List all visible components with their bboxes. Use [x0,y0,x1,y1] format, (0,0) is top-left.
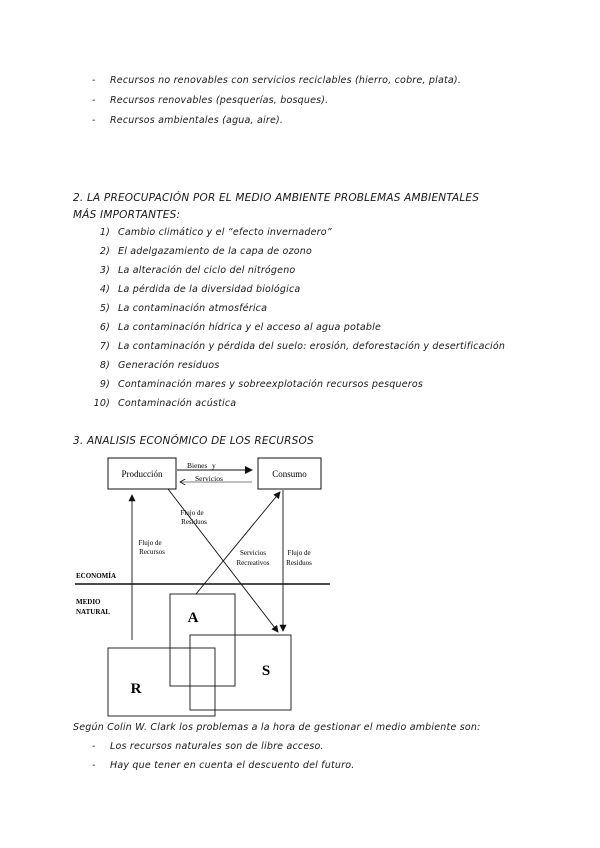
economia-label: ECONOMÍA [76,572,117,580]
item-text: La pérdida de la diversidad biológica [118,284,301,295]
item-text: La alteración del ciclo del nitrógeno [118,265,296,276]
bullet-marker: - [92,75,96,86]
box-r-label: R [130,681,142,697]
bullet-text: Recursos ambientales (agua, aire). [110,115,284,126]
item-number: 7) [99,341,110,352]
bullet-text: Recursos renovables (pesquerías, bosques). [110,95,329,106]
box-a-label: A [187,610,199,626]
bienes-label: Bienes [187,461,208,470]
servicios-label: Servicios [195,474,223,483]
item-text: Cambio climático y el “efecto invernadero” [118,227,332,238]
medio-label: MEDIO [76,598,101,606]
item-number: 2) [99,246,110,257]
item-text: Contaminación acústica [118,398,237,409]
section-2-title: 2. LA PREOCUPACIÓN POR EL MEDIO AMBIENTE PROBLEMAS AMBIENTALES MÁS IMPORTANTES: [73,192,480,221]
bullet-marker: - [92,95,96,106]
servicios-recreativos-arrow [196,492,280,594]
bullet-text: Recursos no renovables con servicios reciclables (hierro, cobre, plata). [110,75,462,86]
flujo-recursos-a: Flujo de [138,539,162,547]
bullet-marker: - [92,115,96,126]
flujo-residuos-2b: Residuos [286,559,312,567]
box-r [108,648,215,716]
section-3-title: 3. ANALISIS ECONÓMICO DE LOS RECURSOS [73,435,314,447]
item-number: 10) [93,398,110,409]
item-text: El adelgazamiento de la capa de ozono [118,246,313,257]
produccion-label: Producción [121,469,163,479]
bienes-y-label: y [212,461,216,470]
box-s-label: S [261,663,271,679]
item-text: La contaminación hídrica y el acceso al agua potable [118,322,382,333]
item-number: 6) [99,322,110,333]
item-text: Contaminación mares y sobreexplotación recursos pesqueros [118,379,424,390]
bullet-text: Los recursos naturales son de libre acceso. [110,741,324,752]
item-text: La contaminación y pérdida del suelo: erosión, deforestación y desertificación [118,341,506,352]
bullet-text: Hay que tener en cuenta el descuento del futuro. [110,760,355,771]
box-s [190,635,291,710]
clark-intro: Según Colin W. Clark los problemas a la hora de gestionar el medio ambiente son: [73,722,481,733]
natural-label: NATURAL [76,608,111,616]
item-number: 1) [99,227,110,238]
item-text: La contaminación atmosférica [118,303,268,314]
flujo-residuos-1a: Flujo de [180,509,204,517]
item-number: 3) [99,265,110,276]
servicios-recreativos-a: Servicios [239,549,267,557]
item-number: 5) [99,303,110,314]
box-a [170,594,235,686]
bullet-marker: - [92,741,96,752]
flujo-residuos-1b: Residuos [181,518,207,526]
item-number: 8) [99,360,110,371]
flujo-recursos-b: Recursos [139,548,165,556]
servicios-recreativos-b: Recreativos [236,559,270,567]
item-number: 9) [99,379,110,390]
item-text: Generación residuos [118,360,220,371]
bullet-marker: - [92,760,96,771]
item-number: 4) [99,284,110,295]
consumo-label: Consumo [272,469,307,479]
flujo-residuos-2a: Flujo de [287,549,311,557]
